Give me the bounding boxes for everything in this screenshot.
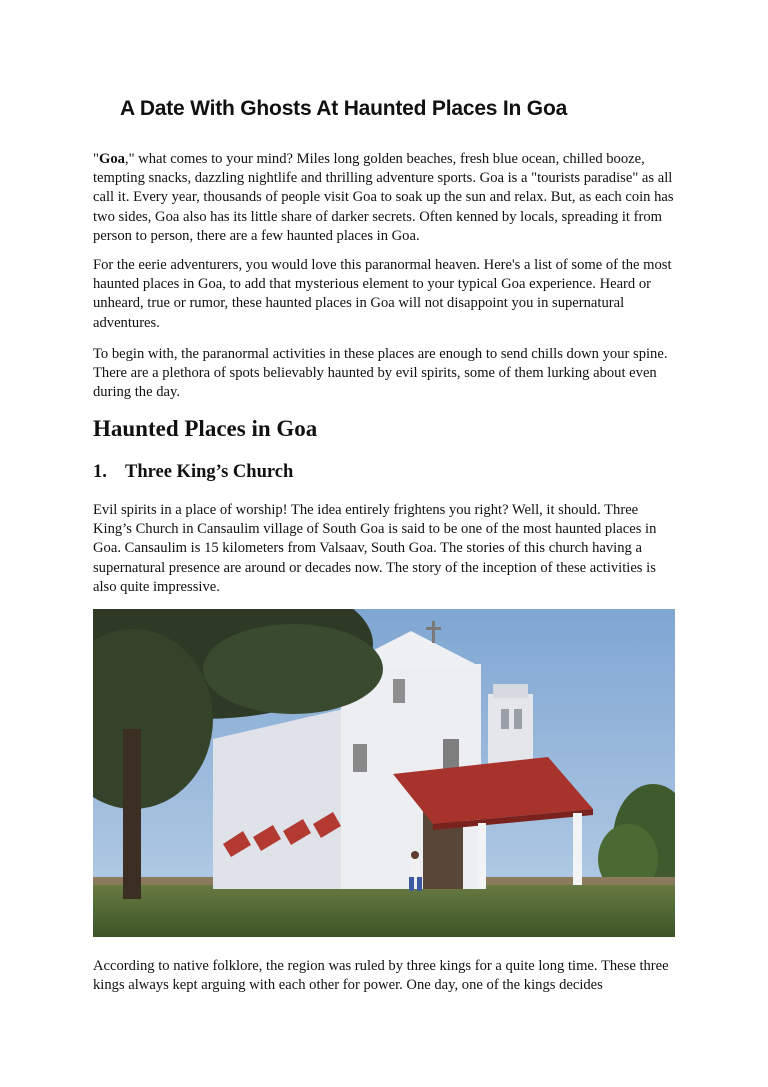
intro-text: ," what comes to your mind? Miles long golden beaches, fresh blue ocean, chilled booze, tempting snacks, dazzling nightlife and thrilling adventure sports. Goa is a "tourists paradise" as all call it. Every year, thousands of people visit Goa to soak up the sun and relax. But, as each coin has two sides, Goa also has its little share of darker secrets. Often kenned by locals, spreading it from person to person, there are a few haunted places in Goa. xyxy=(93,151,674,244)
church-side-wall xyxy=(213,709,343,889)
church-photo xyxy=(93,609,675,937)
intro-open-quote: " xyxy=(93,151,99,167)
tree-trunk xyxy=(123,729,141,899)
church-photo-illustration xyxy=(93,609,675,937)
subsection-heading xyxy=(93,462,293,483)
grass xyxy=(93,881,675,937)
paragraph-4: Evil spirits in a place of worship! The idea entirely frightens you right? Well, it should. Three King’s Church in Cansaulim village of South Goa is said to be one of the most haunted places in Goa. Cansaulim is 15 kilometers from Valsaav, South Goa. The stories of this church having a supernatural presence are around or decades now. The story of the inception of these activities is also quite impressive. xyxy=(93,502,657,595)
paragraph-3: To begin with, the paranormal activities in these places are enough to send chills down your spine. There are a plethora of spots believably haunted by evil spirits, some of them lurking about even during the day. xyxy=(93,346,668,401)
subsection-title: Three King’s Church xyxy=(125,462,294,482)
church-window xyxy=(393,679,405,703)
porch-pillar xyxy=(478,823,486,889)
section-heading: Haunted Places in Goa xyxy=(93,416,318,441)
intro-paragraph xyxy=(93,150,676,246)
person xyxy=(411,859,419,877)
paragraph-5: According to native folklore, the region was ruled by three kings for a quite long time. These three kings always kept arguing with each other for power. One day, one of the kings decides xyxy=(93,958,669,994)
cross-icon xyxy=(432,621,435,643)
subsection-number: 1. xyxy=(93,462,107,482)
document-title: A Date With Ghosts At Haunted Places In Goa xyxy=(120,97,568,120)
paragraph-2: For the eerie adventurers, you would love this paranormal heaven. Here's a list of some of the most haunted places in Goa, to add that mysterious element to your typical Goa experience. Heard or unheard, true or rumor, these haunted places in Goa will not disappoint you in supernatural adventures. xyxy=(93,257,672,331)
intro-bold-word: Goa xyxy=(98,151,125,167)
